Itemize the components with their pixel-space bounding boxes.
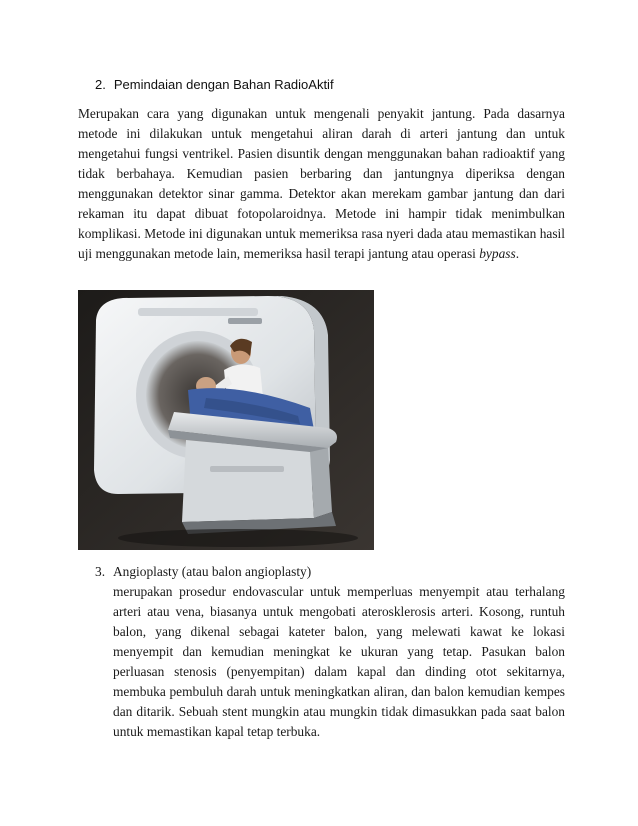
section-3-title: Angioplasty (atau balon angioplasty): [113, 564, 312, 579]
section-3-body: merupakan prosedur endovascular untuk memperluas menyempit atau terhalang arteri atau vena, biasanya untuk mengobati aterosklerosis arteri. Kosong, runtuh balon, yang dikenal sebagai kateter balon, yang melewati kawat ke lokasi menyempit dan kemudian meningkat ke ukuran yang tetap. Pasukan balon perluasan stenosis (penyempitan) dalam kapal dan dinding otot sekitarnya, membuka pembuluh darah untuk meningkatkan aliran, dan balon kemudian kempes dan ditarik. Sebuah stent mungkin atau mungkin tidak dimasukkan pada saat balon untuk memastikan kapal tetap terbuka.: [113, 584, 565, 739]
bypass-italic: bypass: [479, 246, 516, 261]
ct-scanner-illustration: [78, 290, 374, 550]
section-2-number: 2.: [95, 77, 106, 92]
paragraph-end: .: [515, 246, 520, 261]
section-2-title: Pemindaian dengan Bahan RadioAktif: [113, 77, 334, 92]
section-3: [95, 562, 565, 742]
ct-scanner-photo: [78, 290, 374, 550]
section-3-number: 3.: [95, 564, 106, 579]
section-2-paragraph: [78, 104, 565, 264]
section-2-heading: [95, 77, 334, 92]
section-2-paragraph-text: Merupakan cara yang digunakan untuk mengenali penyakit jantung. Pada dasarnya metode ini dilakukan untuk mengetahui aliran darah di arteri jantung dan untuk mengetahui fungsi ventrikel. Pasien disuntik dengan menggunakan bahan radioaktif yang tidak berbahaya. Kemudian pasien berbaring dan jantungnya diperiksa dengan menggunakan detektor sinar gamma. Detektor akan merekam gambar jantung dan dari rekaman itu dapat dibuat fotopolaroidnya. Metode ini hampir tidak menimbulkan komplikasi. Metode ini digunakan untuk memeriksa rasa nyeri dada atau memastikan hasil uji menggunakan metode lain, memeriksa hasil terapi jantung atau operasi: [78, 106, 565, 261]
